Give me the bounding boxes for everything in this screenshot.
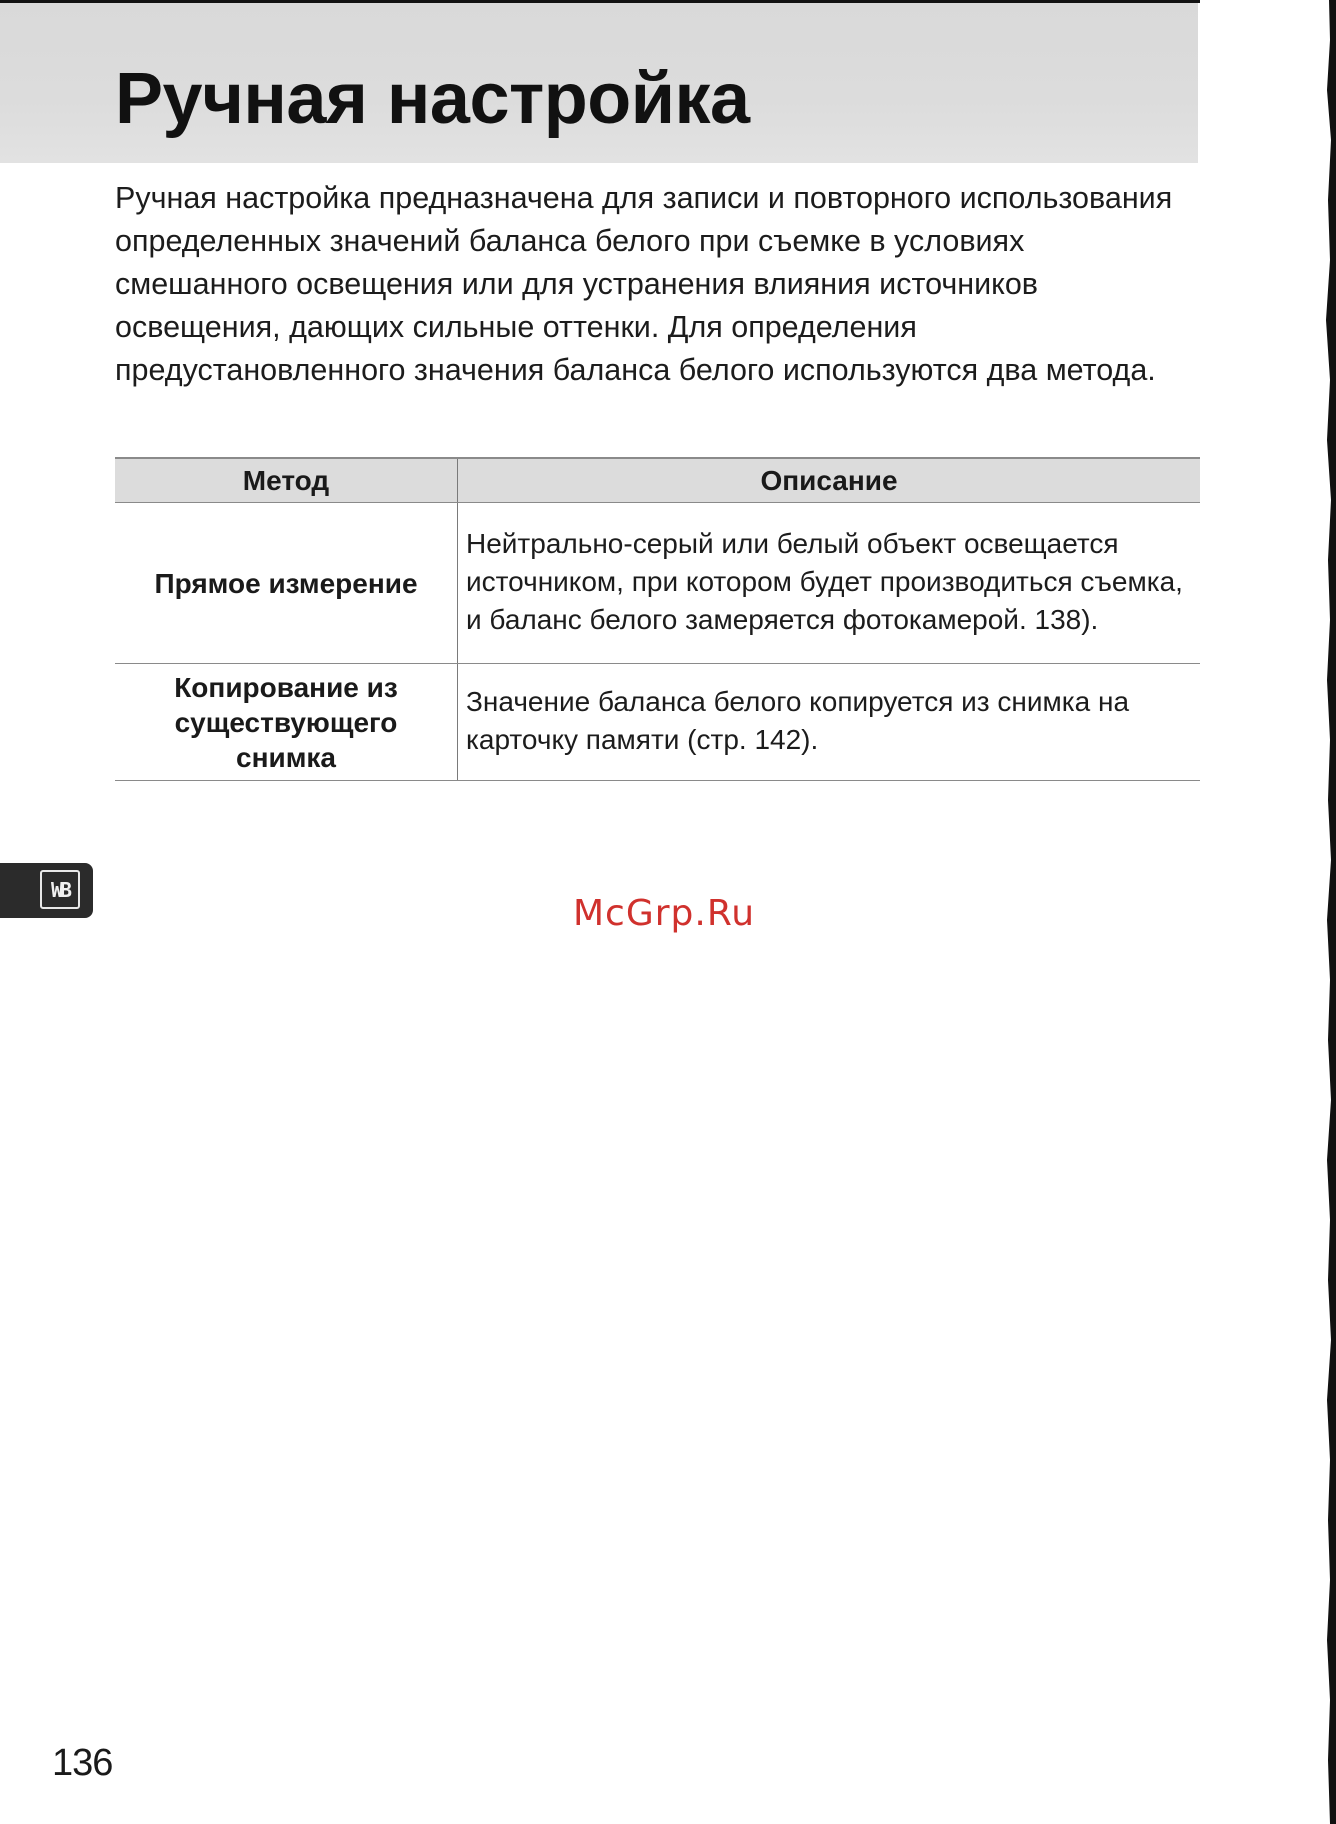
method-cell: Копирование из существующего снимка — [115, 664, 458, 781]
page-title: Ручная настройка — [115, 59, 750, 139]
description-cell: Значение баланса белого копируется из снимка на карточку памяти (стр. 142). — [458, 664, 1201, 781]
methods-table — [115, 457, 1200, 781]
side-tab-label: WB — [50, 877, 70, 902]
watermark: McGrp.Ru — [573, 893, 756, 934]
column-header-method: Метод — [115, 458, 458, 503]
intro-paragraph: Ручная настройка предназначена для записи и повторного использования определенных значений баланса белого при съемке в условиях смешанного освещения или для устранения влияния источников освещения, дающих сильные оттенки. Для определения предустановленного значения баланса белого используются два метода. — [115, 181, 1173, 387]
white-balance-icon — [40, 870, 80, 909]
section-side-tab — [0, 863, 93, 918]
column-header-description: Описание — [458, 458, 1201, 503]
description-cell: Нейтрально-серый или белый объект освещается источником, при котором будет производиться съемка, и баланс белого замеряется фотокамерой. 138). — [458, 503, 1201, 664]
scanned-page-edge — [1318, 0, 1336, 1824]
table-header-row — [115, 458, 1200, 503]
method-cell: Прямое измерение — [115, 503, 458, 664]
page-number: 136 — [52, 1742, 113, 1784]
table-row — [115, 503, 1200, 664]
table-row — [115, 664, 1200, 781]
